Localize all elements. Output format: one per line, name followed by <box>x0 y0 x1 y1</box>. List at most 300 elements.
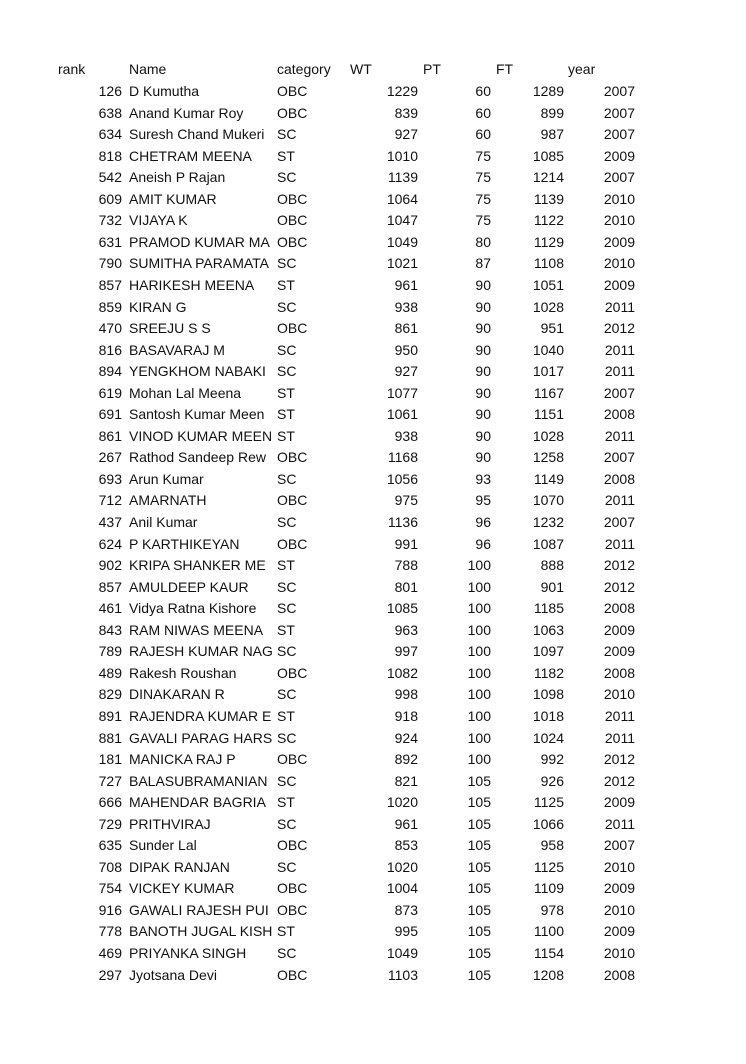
cell-pt: 75 <box>475 148 491 164</box>
cell-pt: 90 <box>475 449 491 465</box>
cell-rank: 609 <box>98 191 122 207</box>
cell-ft: 1040 <box>532 342 564 358</box>
cell-name: AMARNATH <box>129 492 207 508</box>
cell-wt: 788 <box>394 557 418 573</box>
cell-wt: 1056 <box>386 471 418 487</box>
cell-pt: 100 <box>467 686 491 702</box>
cell-name: BASAVARAJ M <box>129 342 225 358</box>
cell-year: 2012 <box>603 320 635 336</box>
cell-ft: 1018 <box>532 708 564 724</box>
table-row <box>0 275 746 296</box>
header-year: year <box>568 61 596 77</box>
cell-wt: 1168 <box>387 449 418 465</box>
cell-year: 2011 <box>604 492 635 508</box>
cell-ft: 1125 <box>533 859 564 875</box>
cell-wt: 918 <box>394 708 418 724</box>
cell-name: RAJENDRA KUMAR E <box>129 708 272 724</box>
cell-pt: 105 <box>467 945 491 961</box>
cell-name: AMIT KUMAR <box>129 191 217 207</box>
cell-category: ST <box>277 923 295 939</box>
table-row <box>0 124 746 145</box>
table-row <box>0 857 746 878</box>
cell-wt: 1061 <box>386 406 418 422</box>
table-row <box>0 490 746 511</box>
table-row <box>0 749 746 770</box>
cell-year: 2012 <box>603 557 635 573</box>
cell-wt: 1139 <box>387 169 418 185</box>
cell-name: PRIYANKA SINGH <box>129 945 247 961</box>
cell-ft: 1154 <box>533 945 564 961</box>
cell-year: 2012 <box>603 751 635 767</box>
table-row <box>0 232 746 253</box>
cell-pt: 105 <box>467 859 491 875</box>
cell-rank: 881 <box>98 730 122 746</box>
cell-year: 2008 <box>603 406 635 422</box>
cell-wt: 927 <box>394 363 418 379</box>
cell-rank: 754 <box>98 880 122 896</box>
cell-ft: 1063 <box>532 622 564 638</box>
cell-pt: 96 <box>475 514 491 530</box>
cell-ft: 1100 <box>533 923 564 939</box>
cell-pt: 75 <box>475 212 491 228</box>
cell-wt: 1082 <box>386 665 418 681</box>
table-row <box>0 965 746 986</box>
cell-year: 2009 <box>603 880 635 896</box>
cell-pt: 87 <box>475 255 491 271</box>
cell-ft: 888 <box>540 557 564 573</box>
cell-category: SC <box>277 600 297 616</box>
cell-ft: 1289 <box>532 83 564 99</box>
table-row <box>0 297 746 318</box>
cell-name: Aneish P Rajan <box>129 169 226 185</box>
cell-year: 2007 <box>603 837 635 853</box>
header-rank: rank <box>58 61 86 77</box>
cell-year: 2009 <box>603 277 635 293</box>
cell-rank: 857 <box>98 579 122 595</box>
cell-wt: 961 <box>394 816 418 832</box>
cell-category: ST <box>277 148 295 164</box>
table-row <box>0 512 746 533</box>
cell-year: 2011 <box>604 363 635 379</box>
cell-rank: 691 <box>98 406 122 422</box>
cell-name: KRIPA SHANKER ME <box>129 557 266 573</box>
cell-ft: 1182 <box>533 665 564 681</box>
cell-rank: 666 <box>98 794 122 810</box>
cell-category: OBC <box>277 880 308 896</box>
cell-ft: 901 <box>540 579 564 595</box>
cell-year: 2011 <box>604 428 635 444</box>
table-row <box>0 534 746 555</box>
cell-year: 2011 <box>604 816 635 832</box>
cell-pt: 90 <box>475 385 491 401</box>
cell-pt: 90 <box>475 277 491 293</box>
table-row <box>0 620 746 641</box>
cell-wt: 998 <box>394 686 418 702</box>
cell-ft: 1109 <box>533 880 564 896</box>
cell-wt: 938 <box>394 428 418 444</box>
cell-name: Rakesh Roushan <box>129 665 237 681</box>
table-row <box>0 771 746 792</box>
cell-pt: 60 <box>475 126 491 142</box>
cell-rank: 789 <box>98 643 122 659</box>
cell-ft: 1087 <box>532 536 564 552</box>
cell-category: SC <box>277 342 297 358</box>
table-row <box>0 900 746 921</box>
cell-category: SC <box>277 126 297 142</box>
cell-pt: 100 <box>467 708 491 724</box>
cell-rank: 631 <box>98 234 122 250</box>
table-row <box>0 728 746 749</box>
cell-wt: 1077 <box>386 385 418 401</box>
cell-rank: 619 <box>98 385 122 401</box>
cell-wt: 1136 <box>387 514 418 530</box>
cell-category: SC <box>277 169 297 185</box>
cell-ft: 1208 <box>532 967 564 983</box>
cell-name: Anil Kumar <box>129 514 198 530</box>
table-row <box>0 943 746 964</box>
cell-name: BALASUBRAMANIAN <box>129 773 268 789</box>
cell-pt: 105 <box>467 923 491 939</box>
cell-pt: 100 <box>467 622 491 638</box>
cell-year: 2009 <box>603 234 635 250</box>
cell-name: MAHENDAR BAGRIA <box>129 794 266 810</box>
cell-year: 2007 <box>603 169 635 185</box>
cell-rank: 894 <box>98 363 122 379</box>
cell-year: 2009 <box>603 148 635 164</box>
cell-pt: 100 <box>467 557 491 573</box>
cell-ft: 1028 <box>532 428 564 444</box>
table-row <box>0 684 746 705</box>
table-row <box>0 318 746 339</box>
cell-category: OBC <box>277 837 308 853</box>
cell-name: VIJAYA K <box>129 212 188 228</box>
cell-year: 2011 <box>604 730 635 746</box>
cell-rank: 843 <box>98 622 122 638</box>
cell-category: OBC <box>277 492 308 508</box>
cell-rank: 729 <box>98 816 122 832</box>
cell-category: SC <box>277 363 297 379</box>
cell-name: RAJESH KUMAR NAG <box>129 643 273 659</box>
cell-rank: 181 <box>98 751 122 767</box>
cell-rank: 859 <box>98 299 122 315</box>
cell-wt: 1004 <box>386 880 418 896</box>
cell-wt: 892 <box>394 751 418 767</box>
cell-pt: 100 <box>467 600 491 616</box>
cell-name: Sunder Lal <box>129 837 197 853</box>
cell-category: OBC <box>277 234 308 250</box>
cell-category: SC <box>277 686 297 702</box>
cell-pt: 100 <box>467 643 491 659</box>
cell-ft: 926 <box>540 773 564 789</box>
cell-rank: 470 <box>98 320 122 336</box>
cell-name: Mohan Lal Meena <box>129 385 242 401</box>
cell-pt: 75 <box>475 169 491 185</box>
cell-name: VICKEY KUMAR <box>129 880 235 896</box>
cell-pt: 100 <box>467 579 491 595</box>
cell-name: Jyotsana Devi <box>129 967 217 983</box>
cell-name: Anand Kumar Roy <box>129 105 244 121</box>
cell-ft: 1125 <box>533 794 564 810</box>
cell-rank: 693 <box>98 471 122 487</box>
table-row <box>0 103 746 124</box>
table-row <box>0 792 746 813</box>
cell-rank: 469 <box>98 945 122 961</box>
cell-wt: 997 <box>394 643 418 659</box>
cell-wt: 975 <box>394 492 418 508</box>
cell-rank: 267 <box>98 449 122 465</box>
cell-category: ST <box>277 557 295 573</box>
cell-ft: 1139 <box>533 191 564 207</box>
cell-year: 2011 <box>604 342 635 358</box>
cell-ft: 1097 <box>532 643 564 659</box>
cell-wt: 821 <box>394 773 418 789</box>
table-row <box>0 146 746 167</box>
table-row <box>0 706 746 727</box>
table-row <box>0 814 746 835</box>
cell-category: OBC <box>277 212 308 228</box>
cell-name: D Kumutha <box>129 83 200 99</box>
cell-category: ST <box>277 622 295 638</box>
cell-wt: 961 <box>394 277 418 293</box>
cell-wt: 1085 <box>386 600 418 616</box>
cell-pt: 90 <box>475 363 491 379</box>
table-row <box>0 340 746 361</box>
cell-category: OBC <box>277 967 308 983</box>
cell-year: 2007 <box>603 449 635 465</box>
cell-rank: 727 <box>98 773 122 789</box>
cell-pt: 105 <box>467 837 491 853</box>
cell-pt: 90 <box>475 320 491 336</box>
cell-wt: 1064 <box>386 191 418 207</box>
cell-category: OBC <box>277 665 308 681</box>
cell-year: 2007 <box>603 105 635 121</box>
cell-rank: 902 <box>98 557 122 573</box>
table-row <box>0 81 746 102</box>
table-row <box>0 253 746 274</box>
cell-year: 2010 <box>603 945 635 961</box>
cell-rank: 732 <box>98 212 122 228</box>
cell-category: OBC <box>277 320 308 336</box>
cell-year: 2010 <box>603 902 635 918</box>
cell-rank: 297 <box>98 967 122 983</box>
table-row <box>0 555 746 576</box>
cell-ft: 1185 <box>533 600 564 616</box>
cell-year: 2008 <box>603 665 635 681</box>
cell-year: 2007 <box>603 385 635 401</box>
cell-ft: 987 <box>540 126 564 142</box>
cell-category: SC <box>277 859 297 875</box>
cell-rank: 861 <box>98 428 122 444</box>
cell-pt: 100 <box>467 730 491 746</box>
header-wt: WT <box>350 61 372 77</box>
cell-ft: 1149 <box>533 471 564 487</box>
cell-rank: 489 <box>98 665 122 681</box>
cell-category: SC <box>277 816 297 832</box>
cell-category: ST <box>277 277 295 293</box>
cell-name: BANOTH JUGAL KISH <box>129 923 273 939</box>
cell-year: 2010 <box>603 686 635 702</box>
cell-pt: 80 <box>475 234 491 250</box>
table-row <box>0 878 746 899</box>
cell-rank: 790 <box>98 255 122 271</box>
cell-pt: 60 <box>475 105 491 121</box>
cell-wt: 963 <box>394 622 418 638</box>
cell-year: 2009 <box>603 923 635 939</box>
table-row <box>0 426 746 447</box>
cell-rank: 818 <box>98 148 122 164</box>
cell-year: 2011 <box>604 536 635 552</box>
table-row <box>0 835 746 856</box>
cell-wt: 1047 <box>386 212 418 228</box>
cell-pt: 105 <box>467 816 491 832</box>
cell-rank: 126 <box>98 83 122 99</box>
cell-wt: 1021 <box>386 255 418 271</box>
cell-year: 2007 <box>603 83 635 99</box>
cell-ft: 1167 <box>533 385 564 401</box>
cell-pt: 90 <box>475 406 491 422</box>
cell-pt: 96 <box>475 536 491 552</box>
cell-ft: 958 <box>540 837 564 853</box>
cell-category: SC <box>277 514 297 530</box>
cell-name: SREEJU S S <box>129 320 211 336</box>
table-row <box>0 469 746 490</box>
cell-name: YENGKHOM NABAKI <box>129 363 266 379</box>
table-row <box>0 921 746 942</box>
cell-name: GAWALI RAJESH PUI <box>129 902 269 918</box>
cell-wt: 950 <box>394 342 418 358</box>
cell-year: 2007 <box>603 514 635 530</box>
cell-rank: 437 <box>98 514 122 530</box>
cell-ft: 1214 <box>532 169 564 185</box>
table-row <box>0 447 746 468</box>
table-row <box>0 361 746 382</box>
cell-ft: 992 <box>540 751 564 767</box>
cell-category: ST <box>277 794 295 810</box>
cell-pt: 105 <box>467 773 491 789</box>
cell-name: Vidya Ratna Kishore <box>129 600 257 616</box>
cell-wt: 1049 <box>386 234 418 250</box>
cell-category: OBC <box>277 191 308 207</box>
cell-ft: 1017 <box>532 363 564 379</box>
cell-name: P KARTHIKEYAN <box>129 536 240 552</box>
cell-name: AMULDEEP KAUR <box>129 579 249 595</box>
cell-year: 2009 <box>603 643 635 659</box>
cell-ft: 951 <box>540 320 564 336</box>
table-row <box>0 577 746 598</box>
cell-ft: 1258 <box>532 449 564 465</box>
cell-wt: 1229 <box>386 83 418 99</box>
cell-wt: 853 <box>394 837 418 853</box>
cell-name: DINAKARAN R <box>129 686 225 702</box>
table-row <box>0 189 746 210</box>
cell-wt: 1049 <box>386 945 418 961</box>
cell-rank: 816 <box>98 342 122 358</box>
cell-category: SC <box>277 730 297 746</box>
cell-wt: 839 <box>394 105 418 121</box>
cell-name: CHETRAM MEENA <box>129 148 252 164</box>
cell-pt: 90 <box>475 428 491 444</box>
cell-year: 2010 <box>603 191 635 207</box>
cell-wt: 991 <box>394 536 418 552</box>
cell-wt: 1103 <box>387 967 418 983</box>
cell-wt: 1020 <box>386 794 418 810</box>
cell-rank: 638 <box>98 105 122 121</box>
cell-name: Rathod Sandeep Rew <box>129 449 266 465</box>
cell-name: Suresh Chand Mukeri <box>129 126 265 142</box>
cell-rank: 634 <box>98 126 122 142</box>
cell-category: OBC <box>277 751 308 767</box>
cell-wt: 938 <box>394 299 418 315</box>
cell-wt: 801 <box>394 579 418 595</box>
table-row <box>0 404 746 425</box>
cell-wt: 927 <box>394 126 418 142</box>
cell-year: 2008 <box>603 967 635 983</box>
table-row <box>0 641 746 662</box>
cell-rank: 542 <box>98 169 122 185</box>
cell-category: OBC <box>277 536 308 552</box>
cell-pt: 93 <box>475 471 491 487</box>
header-ft: FT <box>496 61 514 77</box>
cell-ft: 1122 <box>533 212 564 228</box>
cell-year: 2009 <box>603 794 635 810</box>
table-row <box>0 598 746 619</box>
cell-pt: 105 <box>467 794 491 810</box>
cell-category: ST <box>277 406 295 422</box>
cell-ft: 1070 <box>532 492 564 508</box>
cell-year: 2012 <box>603 579 635 595</box>
cell-ft: 1051 <box>532 277 564 293</box>
cell-pt: 90 <box>475 299 491 315</box>
cell-year: 2008 <box>603 600 635 616</box>
cell-year: 2010 <box>603 212 635 228</box>
cell-name: PRITHVIRAJ <box>129 816 211 832</box>
cell-category: ST <box>277 428 295 444</box>
cell-year: 2011 <box>604 708 635 724</box>
cell-name: SUMITHA PARAMATA <box>129 255 270 271</box>
cell-year: 2011 <box>604 299 635 315</box>
cell-ft: 1066 <box>532 816 564 832</box>
table-row <box>0 210 746 231</box>
cell-rank: 857 <box>98 277 122 293</box>
cell-pt: 105 <box>467 902 491 918</box>
cell-category: SC <box>277 255 297 271</box>
header-row <box>0 59 746 80</box>
cell-ft: 1024 <box>532 730 564 746</box>
cell-year: 2010 <box>603 255 635 271</box>
cell-rank: 624 <box>98 536 122 552</box>
cell-ft: 1232 <box>532 514 564 530</box>
cell-ft: 1085 <box>532 148 564 164</box>
cell-ft: 899 <box>540 105 564 121</box>
cell-ft: 1098 <box>532 686 564 702</box>
cell-pt: 105 <box>467 880 491 896</box>
cell-pt: 75 <box>475 191 491 207</box>
cell-pt: 60 <box>475 83 491 99</box>
cell-name: KIRAN G <box>129 299 187 315</box>
cell-wt: 995 <box>394 923 418 939</box>
cell-rank: 778 <box>98 923 122 939</box>
header-pt: PT <box>423 61 441 77</box>
cell-ft: 978 <box>540 902 564 918</box>
cell-year: 2012 <box>603 773 635 789</box>
cell-rank: 829 <box>98 686 122 702</box>
cell-wt: 1010 <box>386 148 418 164</box>
cell-rank: 635 <box>98 837 122 853</box>
cell-category: SC <box>277 945 297 961</box>
cell-name: RAM NIWAS MEENA <box>129 622 264 638</box>
cell-wt: 1020 <box>386 859 418 875</box>
cell-year: 2009 <box>603 622 635 638</box>
